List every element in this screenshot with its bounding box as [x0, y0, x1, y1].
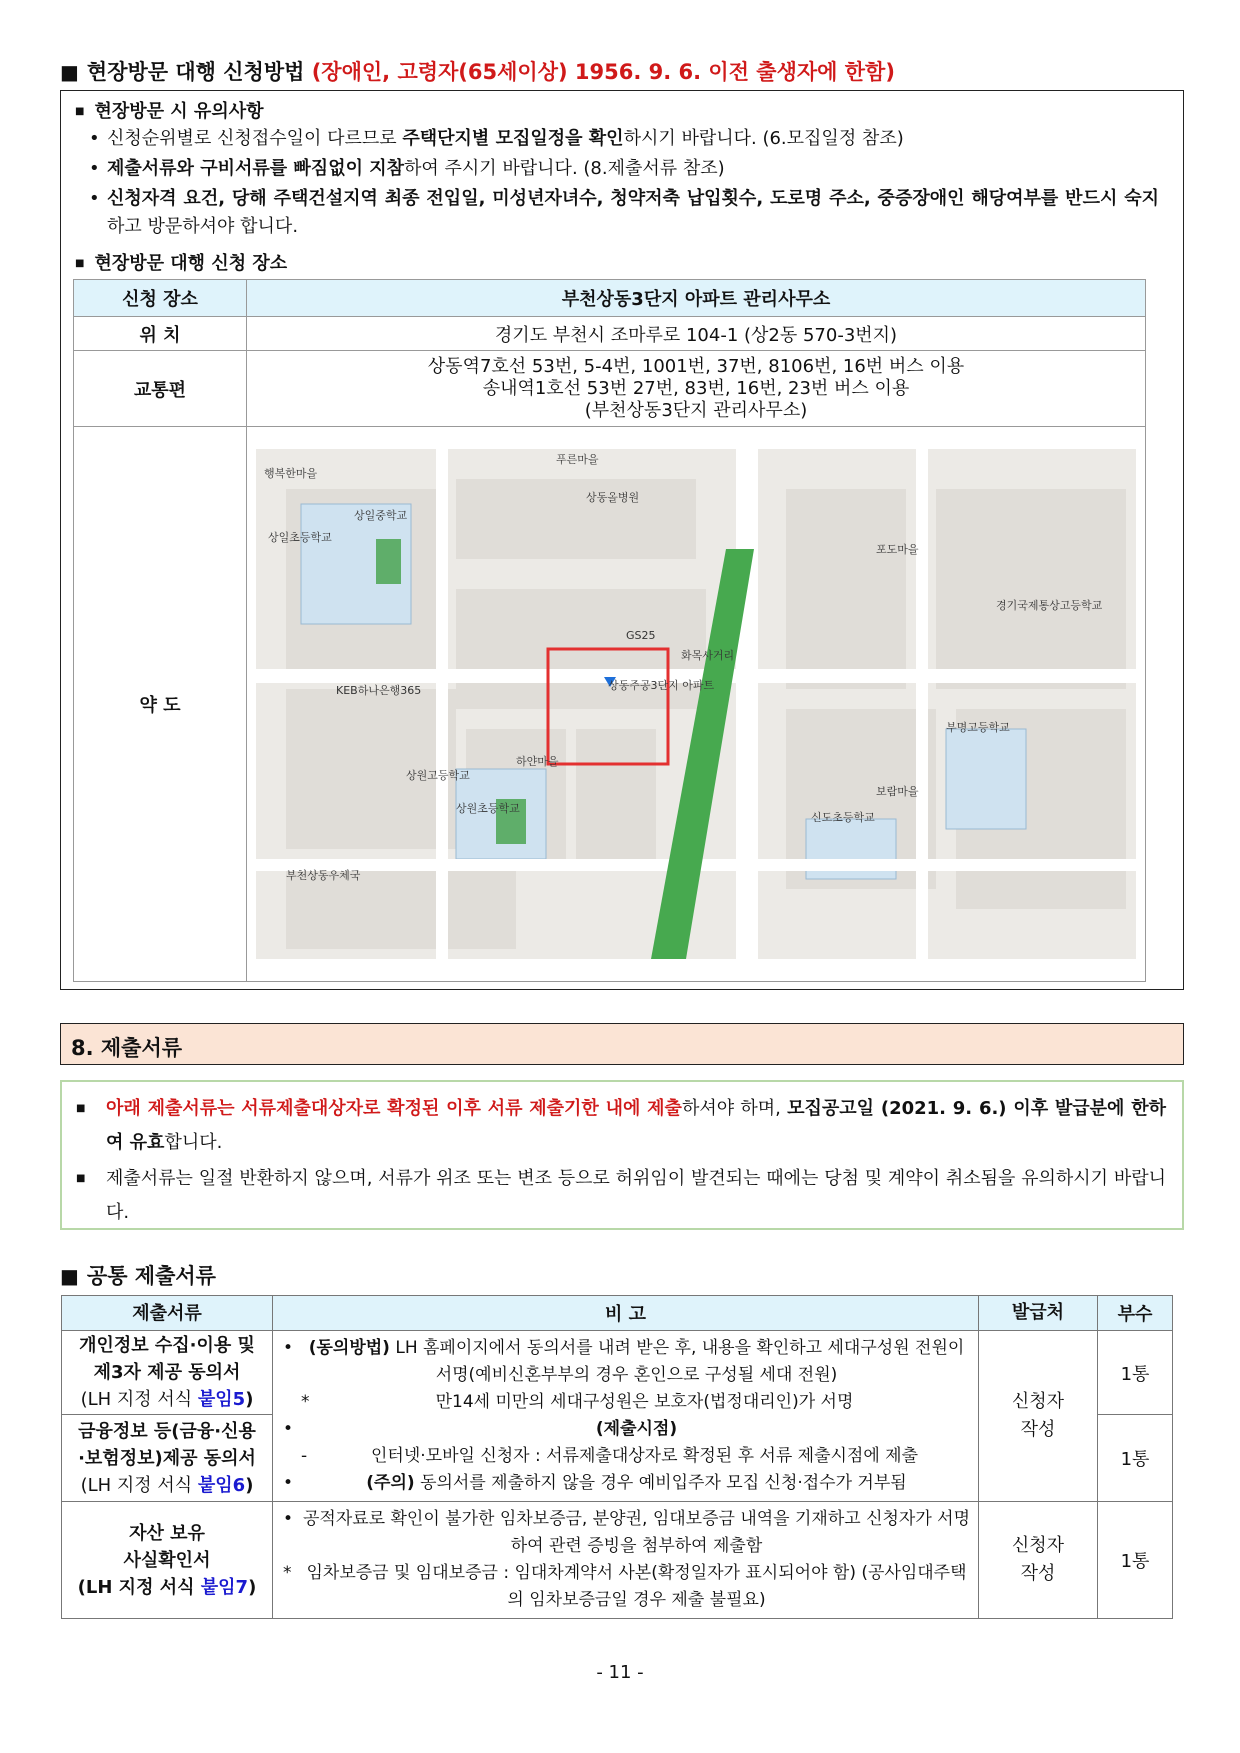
map-label-podo: 포도마을: [876, 543, 919, 556]
value-transport: [247, 351, 1146, 427]
issuer-asset: [979, 1502, 1098, 1619]
remark-asset-2-text: 임차보증금 및 임대보증금 : 임대차계약서 사본(확정일자가 표시되어야 함) (공사임대주택의 임차보증금일 경우 제출 불필요): [306, 1563, 967, 1610]
label-place: 신청 장소: [74, 280, 247, 317]
section-title-onsite: [60, 56, 895, 86]
caution-2-bold: 제출서류와 구비서류를 빠짐없이 지참: [107, 158, 405, 179]
doc-asset-form-suffix: ): [248, 1576, 257, 1598]
copies-asset: 1통: [1098, 1502, 1173, 1619]
label-map: 약 도: [74, 427, 247, 982]
place-heading-text: 현장방문 대행 신청 장소: [94, 253, 288, 274]
map-cell: [247, 427, 1146, 982]
remark-asset-1-text: 공적자료로 확인이 불가한 임차보증금, 분양권, 임대보증금 내역을 기재하고 신청자가 서명하여 관련 증빙을 첨부하여 제출함: [302, 1509, 971, 1556]
copies-privacy: 1통: [1098, 1331, 1173, 1415]
doc-financial-line-2: ·보험정보)제공 동의서: [78, 1447, 256, 1469]
caution-2-tail: 하여 주시기 바랍니다. (8.제출서류 참조): [404, 158, 725, 179]
copies-financial: 1통: [1098, 1415, 1173, 1502]
issuer-consent-line-1: 신청자: [1011, 1391, 1065, 1412]
issuer-asset-line-1: 신청자: [1011, 1535, 1065, 1556]
doc-asset-form-ref: 붙임7: [200, 1576, 249, 1598]
map-label-sangwon-elem: 상원초등학교: [456, 802, 520, 815]
bullet-dot-icon: •: [89, 128, 100, 149]
bullet-dot-icon: •: [89, 188, 100, 209]
map-label-haengbok: 행복한마을: [264, 467, 318, 480]
map-label-sangwon-high: 상원고등학교: [406, 769, 470, 782]
map-label-buyeong-high: 부명고등학교: [946, 721, 1010, 734]
caution-3-bold: 신청자격 요건, 당해 주택건설지역 최종 전입일, 미성년자녀수, 청약저축 납입횟수, 도로명 주소, 중증장애인 해당여부를 반드시 숙지: [107, 188, 1159, 209]
map-label-sangil-middle: 상일중학교: [354, 509, 408, 522]
page-number: - 11 -: [596, 1662, 644, 1683]
remark-method-sub: * 만14세 미만의 세대구성원은 보호자(법정대리인)가 서명: [301, 1392, 854, 1412]
value-location: 경기도 부천시 조마루로 104-1 (상2동 570-3번지): [247, 317, 1146, 351]
remark-method-sub-text: 만14세 미만의 세대구성원은 보호자(법정대리인)가 서명: [435, 1392, 854, 1412]
notice-1-bold: 모집공고일 (2021. 9. 6.) 이후 발급분에 한하여 유효: [106, 1098, 1166, 1153]
map-label-hwamok: 화목사거리: [681, 649, 735, 662]
map-label-post-office: 부천상동우체국: [286, 869, 361, 882]
map-label-sangdong3: 상동주공3단지 아파트: [608, 679, 715, 692]
issuer-consent: [979, 1331, 1098, 1502]
section-8-header: [60, 1023, 1184, 1065]
map-label-gs25: GS25: [626, 629, 656, 642]
doc-financial-line-1: 금융정보 등(금융·신용: [78, 1420, 256, 1442]
notice-1-red: 아래 제출서류는 서류제출대상자로 확정된 이후 서류 제출기한 내에 제출: [106, 1098, 682, 1119]
doc-asset-line-1: 자산 보유: [129, 1522, 205, 1544]
caution-item-2: [89, 155, 1159, 183]
square-bullet-icon: ■: [75, 258, 85, 269]
doc-asset-form-prefix: (LH 지정 서식: [77, 1576, 201, 1598]
remark-timing-sub: - 인터넷·모바일 신청자 : 서류제출대상자로 확정된 후 서류 제출시점에 제출: [301, 1446, 919, 1466]
square-bullet-icon: ■: [75, 106, 85, 117]
remark-timing-bold: (제출시점): [595, 1419, 678, 1439]
square-bullet-icon: ■: [60, 1264, 79, 1288]
doc-privacy-form-ref: 붙임5: [197, 1389, 246, 1411]
caution-item-3: [89, 185, 1159, 241]
bullet-dot-icon: •: [89, 158, 100, 179]
doc-privacy-consent: [62, 1331, 273, 1415]
remark-timing: • (제출시점): [283, 1419, 678, 1439]
notice-1-end: 합니다.: [164, 1132, 223, 1153]
common-docs-title-text: 공통 제출서류: [86, 1264, 216, 1288]
header-document: 제출서류: [62, 1296, 273, 1331]
issuer-consent-line-2: 작성: [1020, 1419, 1056, 1440]
map-label-pureun: 푸른마을: [556, 453, 599, 466]
remark-method: • (동의방법) LH 홈페이지에서 동의서를 내려 받은 후, 내용을 확인하고 세대구성원 전원이 서명(예비신혼부부의 경우 혼인으로 구성될 세대 전원): [283, 1338, 965, 1385]
place-heading: [75, 249, 287, 275]
doc-asset-line-2: 사실확인서: [123, 1549, 211, 1571]
map-label-sindo-elem: 신도초등학교: [811, 811, 875, 824]
section-title-prefix: 현장방문 대행 신청방법: [86, 60, 305, 84]
caution-1-tail: 하시기 바랍니다. (6.모집일정 참조): [623, 128, 904, 149]
notice-2-text: 제출서류는 일절 반환하지 않으며, 서류가 위조 또는 변조 등으로 허위임이 발견되는 때에는 당첨 및 계약이 취소됨을 유의하시기 바랍니다.: [106, 1168, 1166, 1223]
remark-asset-2: * 임차보증금 및 임대보증금 : 임대차계약서 사본(확정일자가 표시되어야 함) (공사임대주택의 임차보증금일 경우 제출 불필요): [283, 1563, 967, 1610]
remark-asset-1: • 공적자료로 확인이 불가한 임차보증금, 분양권, 임대보증금 내역을 기재하고 신청자가 서명하여 관련 증빙을 첨부하여 제출함: [283, 1509, 971, 1556]
transport-line-2: 송내역1호선 53번 27번, 83번, 16번, 23번 버스 이용: [482, 377, 910, 399]
remark-timing-sub-text: 인터넷·모바일 신청자 : 서류제출대상자로 확정된 후 서류 제출시점에 제출: [370, 1446, 919, 1466]
remarks-asset: [273, 1502, 979, 1619]
doc-financial-form-ref: 붙임6: [197, 1474, 246, 1496]
square-bullet-icon: ■: [76, 1173, 86, 1184]
header-issuer: 발급처: [979, 1296, 1098, 1331]
label-location: 위 치: [74, 317, 247, 351]
remark-caution: • (주의) 동의서를 제출하지 않을 경우 예비입주자 모집 신청·접수가 거부됨: [283, 1473, 907, 1493]
caution-heading-text: 현장방문 시 유의사항: [94, 101, 264, 122]
onsite-info-box: [60, 90, 1184, 990]
section-title-condition: (장애인, 고령자(65세이상) 1956. 9. 6. 이전 출생자에 한함): [311, 60, 895, 84]
map-label-hospital: 상동올병원: [586, 491, 640, 504]
remark-caution-text: 동의서를 제출하지 않을 경우 예비입주자 모집 신청·접수가 거부됨: [414, 1473, 907, 1493]
map-label-hayan: 하얀마을: [516, 755, 559, 768]
square-bullet-icon: ■: [76, 1103, 86, 1114]
issuer-asset-line-2: 작성: [1020, 1563, 1056, 1584]
map-label-gyeonggi-intl: 경기국제통상고등학교: [996, 599, 1103, 612]
location-map: [256, 449, 1136, 959]
remark-method-bold: (동의방법): [308, 1338, 390, 1358]
notice-1-plain: 하셔야 하며,: [681, 1098, 788, 1119]
caution-3-tail: 하고 방문하셔야 합니다.: [107, 216, 299, 237]
value-place: 부천상동3단지 아파트 관리사무소: [247, 280, 1146, 317]
remark-method-text: LH 홈페이지에서 동의서를 내려 받은 후, 내용을 확인하고 세대구성원 전원이 서명(예비신혼부부의 경우 혼인으로 구성될 세대 전원): [389, 1338, 965, 1385]
header-copies: 부수: [1098, 1296, 1173, 1331]
map-label-sangil-elem: 상일초등학교: [268, 531, 332, 544]
submission-notice-box: [60, 1080, 1184, 1230]
header-remarks: 비 고: [273, 1296, 979, 1331]
section-8-title: 8. 제출서류: [71, 1036, 183, 1060]
map-label-boram: 보람마을: [876, 785, 919, 798]
caution-item-1: [89, 125, 1159, 153]
map-label-hana-bank: KEB하나은행365: [336, 684, 422, 697]
notice-item-2: [76, 1162, 1166, 1230]
doc-privacy-form-prefix: (LH 지정 서식: [80, 1389, 198, 1411]
doc-privacy-line-2: 제3자 제공 동의서: [93, 1362, 241, 1384]
location-table: [73, 279, 1146, 982]
caution-heading: [75, 97, 263, 123]
doc-financial-consent: [62, 1415, 273, 1502]
label-transport: 교통편: [74, 351, 247, 427]
doc-privacy-line-1: 개인정보 수집·이용 및: [79, 1335, 255, 1357]
remarks-consent: [273, 1331, 979, 1502]
doc-privacy-form-suffix: ): [245, 1389, 254, 1411]
doc-financial-form-suffix: ): [245, 1474, 254, 1496]
doc-asset-confirmation: [62, 1502, 273, 1619]
common-docs-table: [61, 1295, 1173, 1619]
common-docs-title: [60, 1260, 216, 1290]
caution-1-text: 신청순위별로 신청접수일이 다르므로: [107, 128, 403, 149]
remark-caution-bold: (주의): [366, 1473, 415, 1493]
caution-1-bold: 주택단지별 모집일정을 확인: [402, 128, 624, 149]
doc-financial-form-prefix: (LH 지정 서식: [80, 1474, 198, 1496]
notice-item-1: [76, 1092, 1166, 1160]
transport-line-3: (부천상동3단지 관리사무소): [584, 399, 808, 421]
square-bullet-icon: ■: [60, 60, 79, 84]
transport-line-1: 상동역7호선 53번, 5-4번, 1001번, 37번, 8106번, 16번 버스 이용: [427, 355, 965, 377]
